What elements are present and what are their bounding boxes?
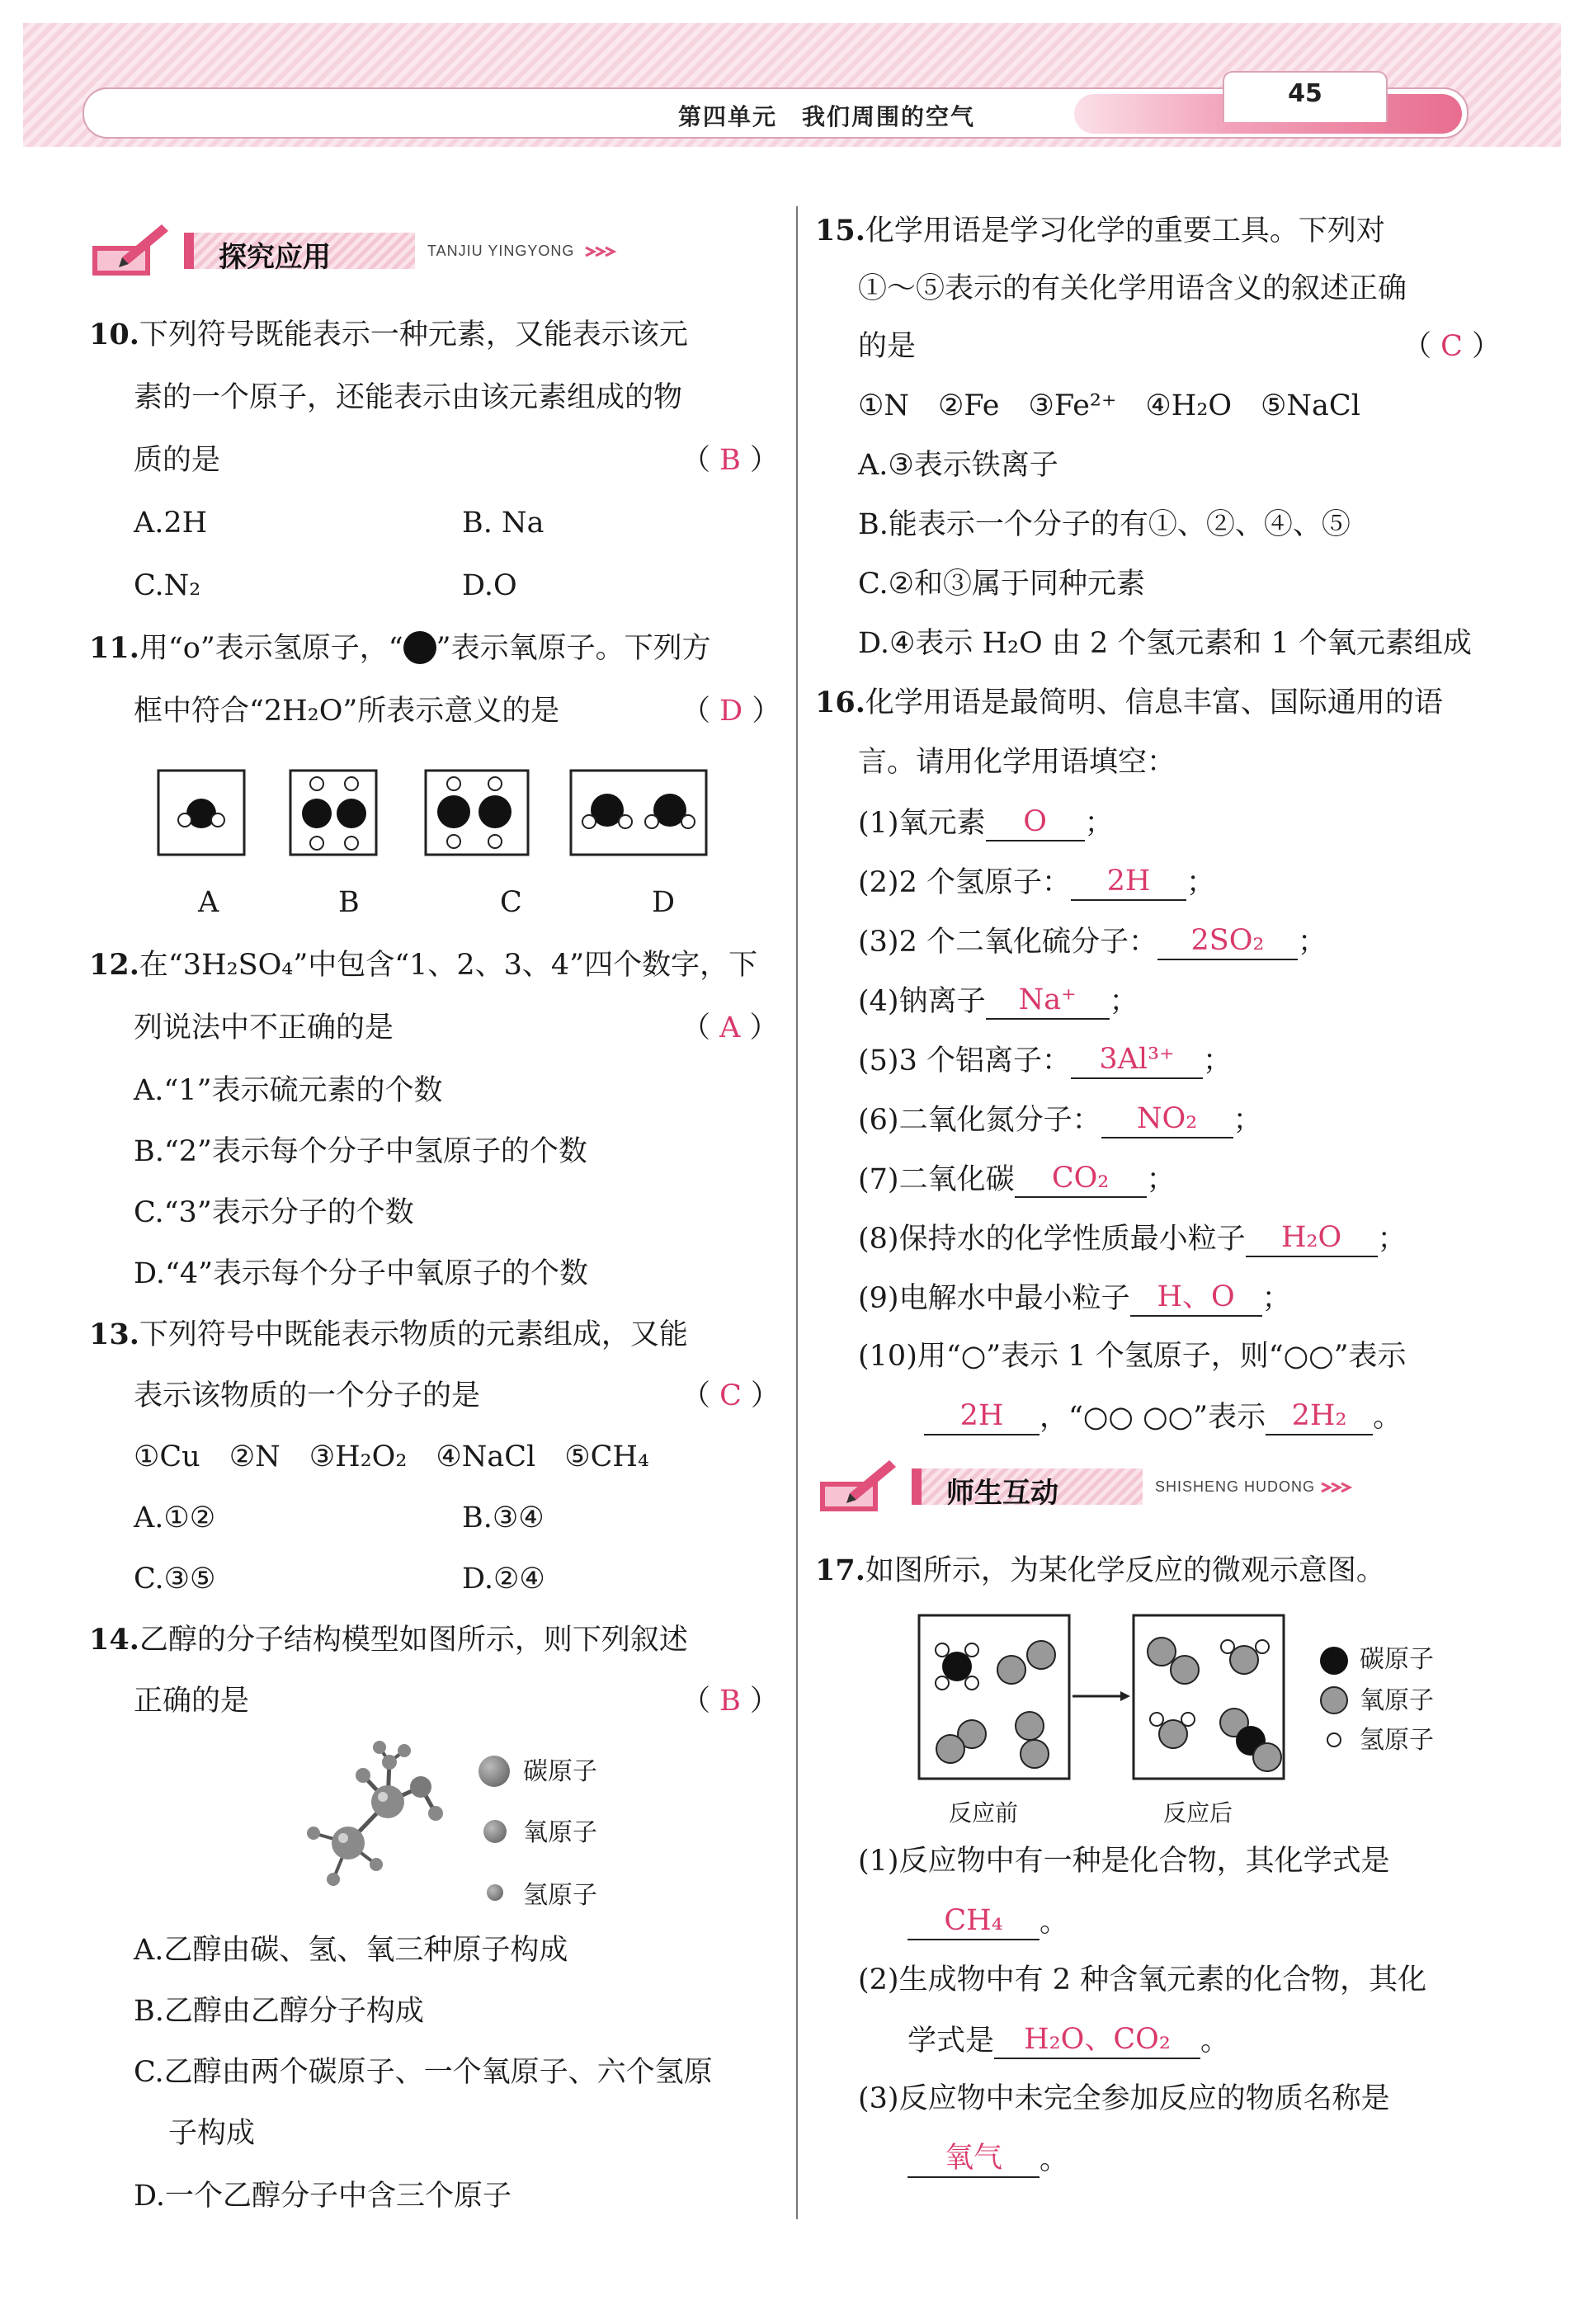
q10-option-c: C.N₂ <box>134 569 201 602</box>
q12-option-c: C.“3”表示分子的个数 <box>134 1196 414 1229</box>
q10-option-b: B. Na <box>462 507 544 540</box>
carbon-atom-icon <box>478 1756 510 1787</box>
q17-sub1: (1)反应物中有一种是化合物，其化学式是 <box>858 1845 1390 1878</box>
q12-option-b: B.“2”表示每个分子中氢原子的个数 <box>134 1135 587 1168</box>
hydrogen-atom-icon <box>1327 1732 1341 1747</box>
section-label <box>184 233 415 274</box>
q16-blank-10-answers: 2H ，“○○ ○○”表示 2H₂ 。 <box>924 1398 1402 1435</box>
q14-option-b: B.乙醇由乙醇分子构成 <box>134 1995 424 2028</box>
section-title: 师生互动 <box>946 1477 1058 1510</box>
q16-blank-5: (5)3 个铝离子： 3Al³⁺ ； <box>858 1043 1232 1077</box>
reaction-diagram <box>914 1610 1302 1792</box>
caption-before: 反应前 <box>949 1799 1019 1827</box>
unit-title: 第四单元 我们周围的空气 <box>678 103 976 130</box>
pencil-book-icon <box>817 1457 899 1515</box>
q17-sub3-answer: 氧气 。 <box>908 2140 1068 2178</box>
q16-blank-4: (4)钠离子 Na⁺ ； <box>858 983 1138 1018</box>
q14-line-1: 14.乙醇的分子结构模型如图所示，则下列叙述 <box>89 1623 688 1657</box>
q14-option-d: D.一个乙醇分子中含三个原子 <box>134 2180 512 2213</box>
oxygen-atom-icon <box>483 1820 507 1843</box>
q12-line-2: 列说法中不正确的是 <box>134 1011 394 1044</box>
q14-option-c-cont: 子构成 <box>168 2117 256 2150</box>
legend-carbon: 碳原子 <box>1360 1645 1434 1674</box>
hydrogen-atom-icon <box>487 1884 503 1901</box>
section-title: 探究应用 <box>219 241 331 274</box>
q10-option-d: D.O <box>462 569 517 602</box>
q14-line-2: 正确的是 <box>134 1685 250 1718</box>
q17-line-1: 17.如图所示，为某化学反应的微观示意图。 <box>815 1553 1385 1587</box>
q16-blank-1: (1)氧元素 O ； <box>858 805 1114 840</box>
carbon-atom-icon <box>1320 1647 1348 1675</box>
q16-blank-3: (3)2 个二氧化硫分子： 2SO₂ ； <box>858 924 1327 959</box>
q10-line-3: 质的是 <box>134 444 221 477</box>
q14-option-a: A.乙醇由碳、氢、氧三种原子构成 <box>134 1934 568 1967</box>
page-header <box>23 23 1561 147</box>
q15-line-2: ①～⑤表示的有关化学用语含义的叙述正确 <box>858 272 1407 305</box>
legend-oxygen: 氧原子 <box>1360 1686 1434 1715</box>
q11-answer: （ D ） <box>681 695 781 728</box>
q11-line-1: 11.用“o”表示氢原子，“ ”表示氧原子。下列方 <box>89 631 711 665</box>
q13-items: ①Cu ②N ③H₂O₂ ④NaCl ⑤CH₄ <box>134 1440 649 1473</box>
q16-blank-6: (6)二氧化氮分子： NO₂ ； <box>858 1102 1262 1137</box>
q14-answer: （ B ） <box>681 1685 780 1718</box>
q17-sub3: (3)反应物中未完全参加反应的物质名称是 <box>858 2082 1390 2115</box>
section-banner-shisheng <box>817 1457 1378 1515</box>
q17-sub2-line2: 学式是 H₂O、CO₂ 。 <box>908 2023 1230 2058</box>
q13-option-c: C.③⑤ <box>134 1563 216 1596</box>
q16-blank-2: (2)2 个氢原子： 2H ； <box>858 865 1215 899</box>
section-label <box>912 1468 1143 1510</box>
ethanol-molecule-model <box>297 1736 478 1901</box>
section-banner-tanjiu <box>89 221 634 279</box>
q16-line-2: 言。请用化学用语填空： <box>858 746 1176 779</box>
q16-blank-8: (8)保持水的化学性质最小粒子 H₂O ； <box>858 1221 1407 1256</box>
q13-line-1: 13.下列符号中既能表示物质的元素组成，又能 <box>89 1318 688 1351</box>
legend-hydrogen: 氢原子 <box>523 1881 597 1910</box>
pencil-book-icon <box>89 221 172 279</box>
q11-molecule-boxes <box>152 764 771 863</box>
q15-items: ①N ②Fe ③Fe²⁺ ④H₂O ⑤NaCl <box>858 389 1360 422</box>
q16-line-1: 16.化学用语是最简明、信息丰富、国际通用的语 <box>815 686 1443 719</box>
q11-label-a: A <box>198 886 219 919</box>
q12-answer: （ A ） <box>681 1011 779 1044</box>
q15-option-a: A.③表示铁离子 <box>858 449 1058 482</box>
legend-oxygen: 氧原子 <box>523 1818 597 1847</box>
q13-option-d: D.②④ <box>462 1563 545 1596</box>
arrows-icon <box>1318 1475 1368 1500</box>
q15-line-1: 15.化学用语是学习化学的重要工具。下列对 <box>815 214 1385 247</box>
q11-line-2: 框中符合“2H₂O”所表示意义的是 <box>134 695 560 728</box>
q16-blank-7: (7)二氧化碳 CO₂ ； <box>858 1162 1176 1196</box>
q15-line-3: 的是 <box>858 330 917 363</box>
page-number-tab <box>1223 71 1388 122</box>
q17-sub2-line1: (2)生成物中有 2 种含氧元素的化合物，其化 <box>858 1963 1427 1996</box>
q16-blank-9: (9)电解水中最小粒子 H、O ； <box>858 1280 1291 1315</box>
q13-option-a: A.①② <box>134 1501 216 1534</box>
q13-line-2: 表示该物质的一个分子的是 <box>134 1379 481 1412</box>
q15-option-b: B.能表示一个分子的有①、②、④、⑤ <box>858 508 1351 541</box>
q14-option-c: C.乙醇由两个碳原子、一个氧原子、六个氢原 <box>134 2056 713 2089</box>
q11-label-b: B <box>338 886 360 919</box>
q17-sub1-answer: CH₄ 。 <box>908 1902 1068 1940</box>
oxygen-atom-icon <box>1320 1686 1348 1714</box>
q15-answer: （ C ） <box>1402 330 1502 363</box>
q10-line-1: 10.下列符号既能表示一种元素，又能表示该元 <box>89 318 688 351</box>
q13-answer: （ C ） <box>681 1379 780 1412</box>
q16-blank-10: (10)用“○”表示 1 个氢原子，则“○○”表示 <box>858 1340 1407 1373</box>
q10-line-2: 素的一个原子，还能表示由该元素组成的物 <box>134 381 683 414</box>
q12-option-a: A.“1”表示硫元素的个数 <box>134 1074 443 1107</box>
header-bar <box>82 79 1468 139</box>
legend-carbon: 碳原子 <box>523 1757 597 1786</box>
caption-after: 反应后 <box>1163 1799 1233 1827</box>
q10-option-a: A.2H <box>134 507 208 540</box>
q15-option-d: D.④表示 H₂O 由 2 个氢元素和 1 个氧元素组成 <box>858 627 1472 660</box>
oxygen-atom-icon <box>403 631 436 664</box>
q11-label-d: D <box>652 886 676 919</box>
arrows-icon <box>582 239 632 264</box>
q11-label-c: C <box>500 886 522 919</box>
q10-answer: （ B ） <box>681 444 780 477</box>
q12-line-1: 12.在“3H₂SO₄”中包含“1、2、3、4”四个数字，下 <box>89 948 758 982</box>
q12-option-d: D.“4”表示每个分子中氧原子的个数 <box>134 1257 588 1290</box>
q15-option-c: C.②和③属于同种元素 <box>858 568 1146 601</box>
q13-option-b: B.③④ <box>462 1501 544 1534</box>
section-pinyin: TANJIU YINGYONG <box>427 243 575 259</box>
section-pinyin: SHISHENG HUDONG <box>1155 1478 1316 1495</box>
page-number: 45 <box>1288 79 1322 108</box>
legend-hydrogen: 氢原子 <box>1360 1726 1434 1755</box>
column-divider <box>796 206 798 2219</box>
